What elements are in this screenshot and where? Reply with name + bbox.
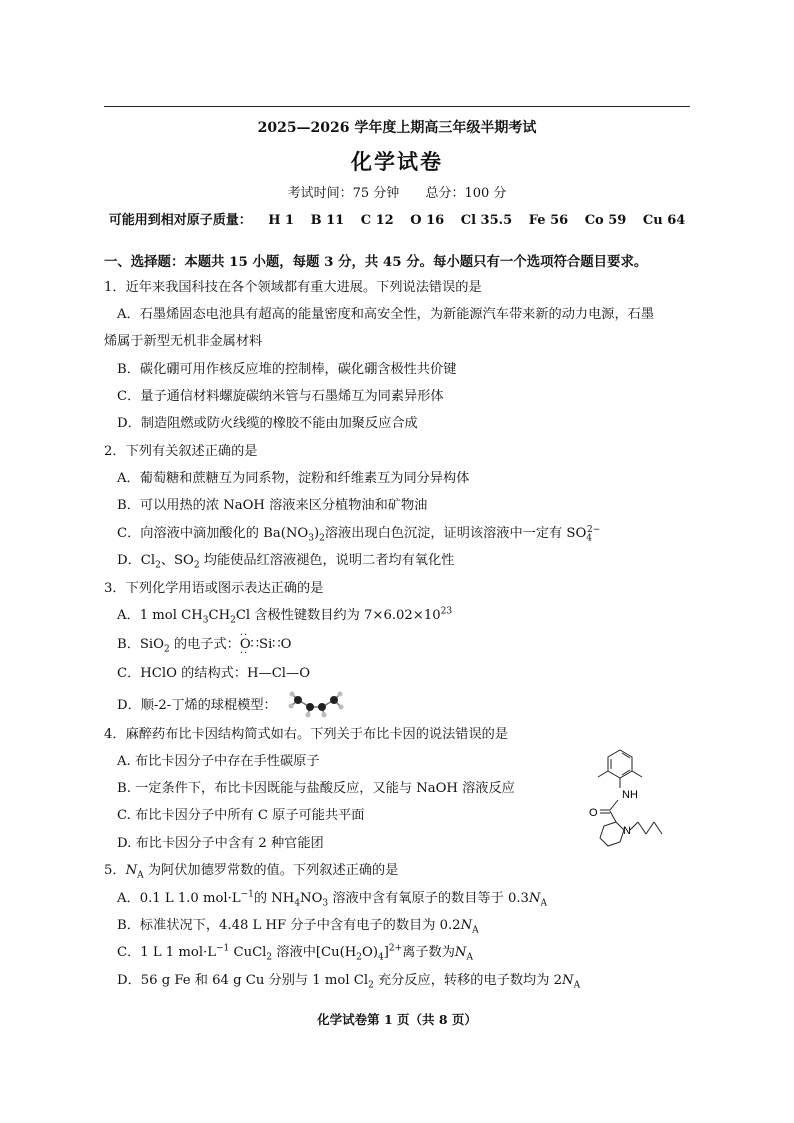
mass-cl: Cl 35.5 xyxy=(460,213,513,228)
q3-a-text: A．1 mol CH xyxy=(117,608,203,623)
q2-stem: 2．下列有关叙述正确的是 xyxy=(104,444,258,459)
q5-c-text-2: CuCl xyxy=(233,945,267,960)
q5-c-text: C．1 L 1 mol·L xyxy=(117,945,217,960)
q2-option-b: B．可以用热的浓 NaOH 溶液来区分植物油和矿物油 xyxy=(117,498,428,513)
n-label: N xyxy=(623,825,631,837)
q1-option-d: D．制造阻燃或防火线缆的橡胶不能由加聚反应合成 xyxy=(117,416,418,431)
q2-d-text-3: 均能使品红溶液褪色，说明二者均有氧化性 xyxy=(203,553,455,568)
atomic-masses xyxy=(0,209,794,228)
q5-d-text: D．56 g Fe 和 64 g Cu 分别与 1 mol Cl xyxy=(117,973,369,988)
q5-d-text-2: 充分反应，转移的电子数均为 2 xyxy=(378,973,563,988)
exam-title: 2025—2026 学年度上期高三年级半期考试 xyxy=(257,120,537,136)
q3-b-text: B．SiO xyxy=(117,637,164,652)
q5-c-text-4: 离子数为 xyxy=(402,945,455,960)
q5-option-d: D．56 g Fe 和 64 g Cu 分别与 1 mol $Cl_2$ 充分反应，转移的电子数均为 $2N_A$ xyxy=(117,973,581,991)
exam-score: 总分：100 分 xyxy=(425,186,507,201)
q2-d-text: D．Cl xyxy=(117,553,156,568)
header-rule xyxy=(104,106,690,107)
q5-option-a: A．0.1 L 1.0 $mol\cdot L^{-1}$的 $NH_4NO_3$ 溶液中含有氧原子的数目等于 $0.3N_A$ xyxy=(117,889,547,909)
sio2-electron-formula: ·· O∷Si∷O ·· xyxy=(240,636,292,654)
q3-option-b: B．SiO$_2$ 的电子式：·· O∷Si∷O ·· xyxy=(117,636,291,654)
q4-option-d: D. 布比卡因分子中含有 2 种官能团 xyxy=(117,836,324,851)
exam-time: 考试时间：75 分钟 xyxy=(287,186,400,201)
q3-b-text-2: 的电子式： xyxy=(173,637,240,652)
mass-cu: Cu 64 xyxy=(642,213,686,228)
q4-option-b: B. 一定条件下，布比卡因既能与盐酸反应，又能与 NaOH 溶液反应 xyxy=(117,781,515,796)
nh-label: NH xyxy=(622,789,638,801)
subject-title: 化学试卷 xyxy=(351,149,443,174)
exam-info xyxy=(0,182,794,201)
q5-a-text-3: 溶液中含有氧原子的数目等于 0.3 xyxy=(332,891,529,906)
q5-b-text: B．标准状况下，4.48 L HF 分子中含有电子的数目为 0.2 xyxy=(117,918,461,933)
q5-option-b: B．标准状况下，4.48 L HF 分子中含有电子的数目为 $0.2N_A$ xyxy=(117,918,479,936)
q2-option-d: D．$Cl_2$、$SO_2$ 均能使品红溶液褪色，说明二者均有氧化性 xyxy=(117,553,455,571)
q5-a-text: A．0.1 L 1.0 mol·L xyxy=(117,891,241,906)
q1-option-c: C．量子通信材料螺旋碳纳米管与石墨烯互为同素异形体 xyxy=(117,389,444,404)
mass-h: H 1 xyxy=(268,213,295,228)
q4-option-a: A. 布比卡因分子中存在手性碳原子 xyxy=(117,754,320,769)
q5-stem: 5．$N_A$ 为阿伏加德罗常数的值。下列叙述正确的是 xyxy=(104,863,399,881)
q2-option-a: A．葡萄糖和蔗糖互为同系物，淀粉和纤维素互为同分异构体 xyxy=(117,471,470,486)
q5-a-text-2: 的 NH xyxy=(253,891,295,906)
q3-stem: 3．下列化学用语或图示表达正确的是 xyxy=(104,581,324,596)
atomic-label: 可能用到相对原子质量： xyxy=(108,213,252,228)
q2-option-c: C．向溶液中滴加酸化的 $Ba(NO_3)_2$溶液出现白色沉淀，证明该溶液中一定有 $SO_4^{2-}$ xyxy=(117,524,601,544)
mass-o: O 16 xyxy=(410,213,445,228)
q3-option-d: D．顺-2-丁烯的球棍模型： xyxy=(117,698,277,713)
q1-option-a: A．石墨烯固态电池具有超高的能量密度和高安全性，为新能源汽车带来新的动力电源，石墨 xyxy=(117,307,655,322)
q3-option-a: A．1 mol $CH_3CH_2Cl$ 含极性键数目约为 $7\times 6.02\times 10^{23}$ xyxy=(117,606,453,626)
o-label: O xyxy=(589,807,598,819)
q4-stem: 4．麻醉药布比卡因结构简式如右。下列关于布比卡因的说法错误的是 xyxy=(104,727,509,742)
mass-fe: Fe 56 xyxy=(528,213,569,228)
q3-option-c: C．HClO 的结构式：H—Cl—O xyxy=(117,666,311,681)
q1-stem: 1．近年来我国科技在各个领域都有重大进展。下列说法错误的是 xyxy=(104,280,482,295)
q1-option-b: B．碳化硼可用作核反应堆的控制棒，碳化硼含极性共价键 xyxy=(117,362,457,377)
section-title: 一、选择题：本题共 15 小题，每题 3 分，共 45 分。每小题只有一个选项符合题目要求。 xyxy=(104,254,648,270)
mass-co: Co 59 xyxy=(584,213,627,228)
page-footer: 化学试卷第 1 页（共 8 页） xyxy=(317,1012,477,1027)
q3-a-text-2: Cl 含极性键数目约为 7×6.02×10 xyxy=(235,608,441,623)
q4-option-c: C. 布比卡因分子中所有 C 原子可能共平面 xyxy=(117,808,365,823)
q5-c-text-3: 溶液中[Cu(H xyxy=(276,945,357,960)
q3-a-exponent: 23 xyxy=(440,606,453,617)
mass-c: C 12 xyxy=(360,213,394,228)
q1-option-a-cont: 烯属于新型无机非金属材料 xyxy=(104,334,263,349)
q5-stem-text: 为阿伏加德罗常数的值。下列叙述正确的是 xyxy=(147,863,399,878)
bupivacaine-structure-icon xyxy=(580,742,680,862)
q2-c-text: C．向溶液中滴加酸化的 Ba(NO xyxy=(117,526,309,541)
q2-d-text-2: 、SO xyxy=(160,553,194,568)
cis-2-butene-ball-stick-icon xyxy=(286,690,346,720)
mass-b: B 11 xyxy=(310,213,345,228)
q5-option-c: C．1 L 1 $mol\cdot L^{-1}$ CuCl$_2$ 溶液中$[Cu(H_2O)_4]^{2+}$离子数为$N_A$ xyxy=(117,943,473,963)
q2-c-text-2: 溶液出现白色沉淀，证明该溶液中一定有 SO xyxy=(324,526,587,541)
